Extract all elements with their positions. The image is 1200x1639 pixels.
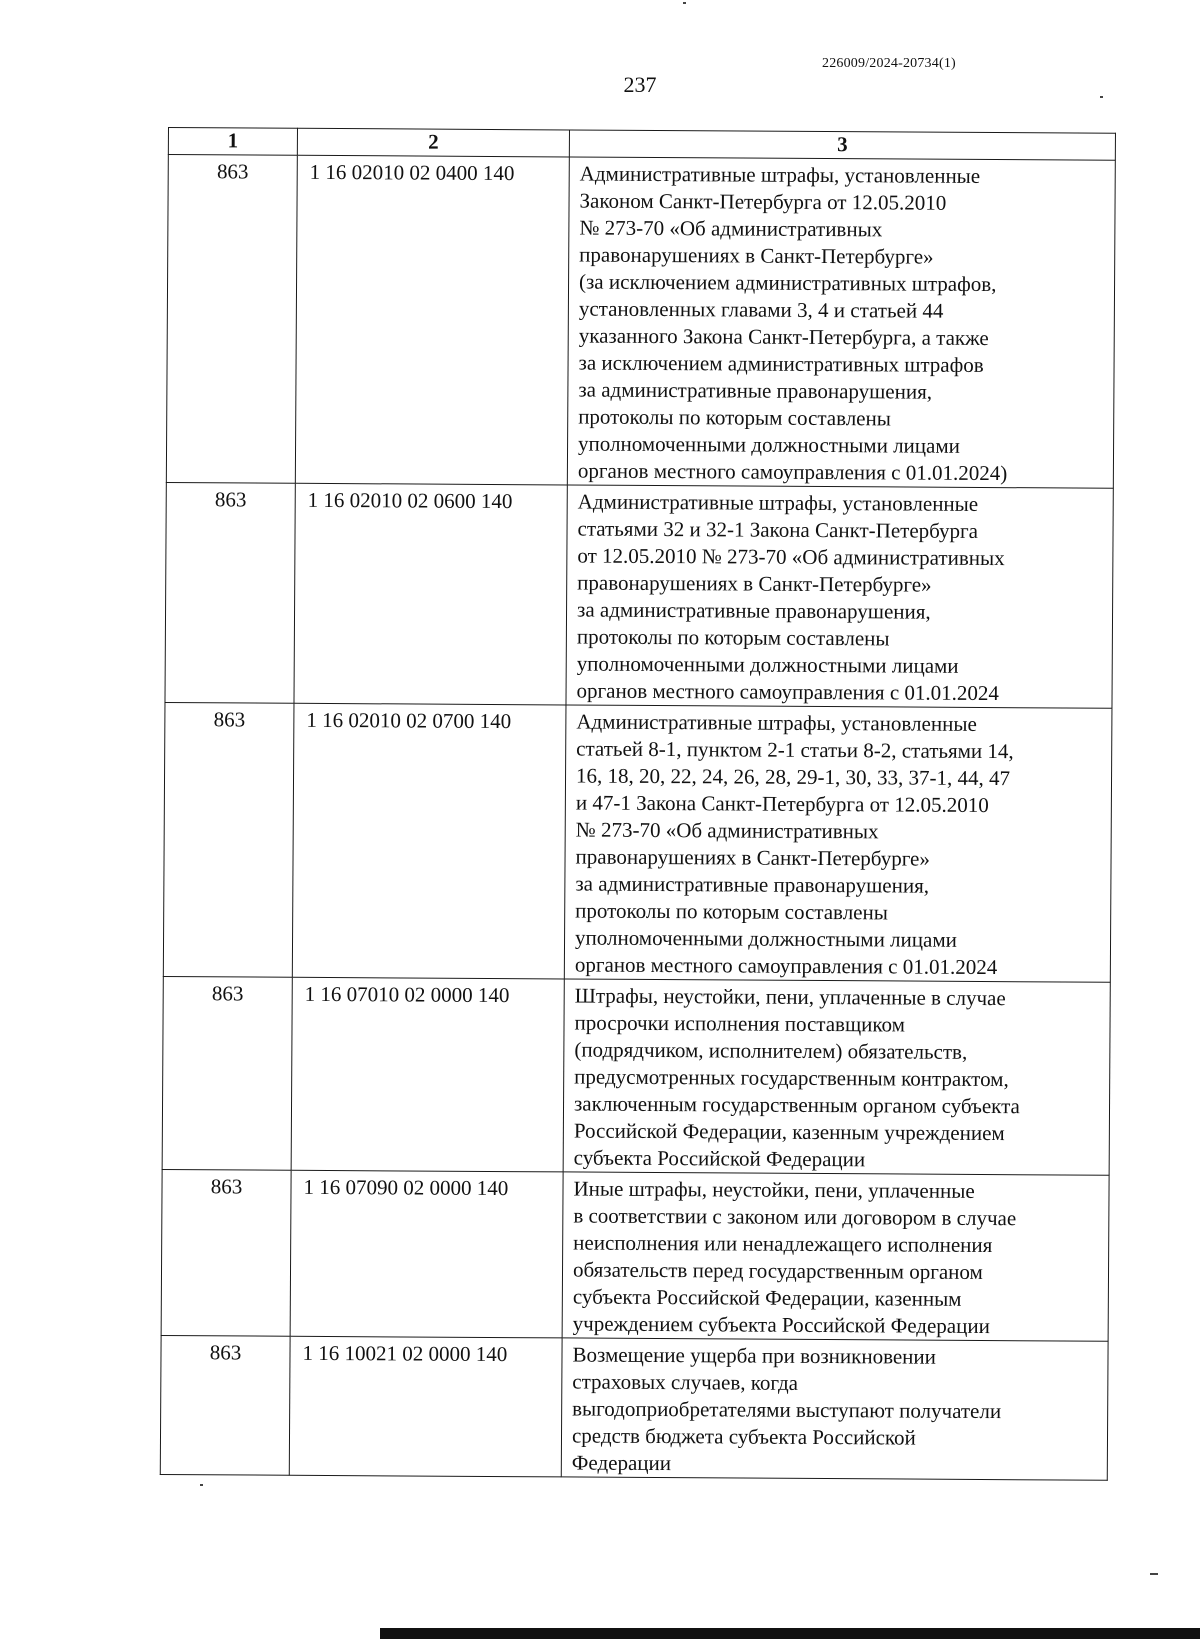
description-line: Федерации <box>571 1450 672 1476</box>
scan-speck <box>1100 96 1103 98</box>
description-line: указанного Закона Санкт-Петербурга, а также <box>578 323 989 351</box>
description-line: за административные правонарушения, <box>576 597 931 624</box>
admin-code-cell: 863 <box>163 702 294 977</box>
table-row <box>162 976 1110 1175</box>
description-line: протоколы по которым составлены <box>578 404 891 431</box>
description-line: за административные правонарушения, <box>575 871 930 898</box>
description-line: Законом Санкт-Петербурга от 12.05.2010 <box>579 188 947 215</box>
description-line: (подрядчиком, исполнителем) обязательств, <box>574 1037 968 1064</box>
budget-classification-code-cell: 1 16 02010 02 0400 140 <box>295 155 569 485</box>
budget-classification-code-cell: 1 16 02010 02 0600 140 <box>294 483 567 705</box>
description-line: правонарушениях в Санкт-Петербурге» <box>579 242 934 269</box>
description-line: правонарушениях в Санкт-Петербурге» <box>577 570 932 597</box>
column-header-1: 1 <box>168 128 297 156</box>
admin-code-cell: 863 <box>162 976 292 1170</box>
budget-classification-code-cell: 1 16 07090 02 0000 140 <box>290 1170 563 1338</box>
table-row <box>166 155 1115 489</box>
description-line: уполномоченными должностными лицами <box>578 431 960 458</box>
scan-speck <box>200 1484 203 1486</box>
description-line: статьями 32 и 32-1 Закона Санкт-Петербурга <box>577 516 979 543</box>
scan-speck <box>1150 1573 1158 1575</box>
description-line: средств бюджета субъекта Российской <box>571 1423 916 1450</box>
description-line: протоколы по которым составлены <box>575 898 888 925</box>
budget-codes-table <box>160 127 1116 1481</box>
description-line: страховых случаев, когда <box>572 1369 799 1395</box>
revenue-description-cell <box>567 157 1115 488</box>
admin-code-cell: 863 <box>160 1335 290 1475</box>
table-row <box>160 1335 1108 1480</box>
description-line: протоколы по которым составлены <box>576 624 890 651</box>
budget-classification-code-cell: 1 16 10021 02 0000 140 <box>289 1336 562 1477</box>
description-line: органов местного самоуправления с 01.01.2024 <box>576 678 1000 706</box>
description-line: обязательств перед государственным органом <box>572 1257 983 1284</box>
description-line: неисполнения или ненадлежащего исполнения <box>573 1230 993 1258</box>
budget-codes-table-container <box>160 127 1115 1481</box>
description-line: правонарушениях в Санкт-Петербурге» <box>575 844 930 871</box>
page-number: 237 <box>623 72 657 97</box>
description-line: за исключением административных штрафов <box>578 350 984 377</box>
document-registration-number: 226009/2024-20734(1) <box>822 56 956 71</box>
description-line: установленных главами 3, 4 и статьей 44 <box>578 296 944 323</box>
description-line: Штрафы, неустойки, пени, уплаченные в случае <box>574 983 1006 1011</box>
description-line: выгодоприобретателями выступают получатели <box>572 1396 1002 1424</box>
description-line: просрочки исполнения поставщиком <box>574 1010 906 1037</box>
description-line: субъекта Российской Федерации, казенным <box>572 1284 962 1311</box>
description-line: субъекта Российской Федерации <box>573 1145 866 1172</box>
table-row <box>165 482 1113 708</box>
table-row <box>163 702 1112 982</box>
table-row <box>161 1169 1109 1341</box>
column-header-3: 3 <box>569 130 1115 160</box>
description-line: в соответствии с законом или договором в случае <box>573 1203 1017 1231</box>
description-line: от 12.05.2010 № 273-70 «Об административных <box>577 543 1005 571</box>
description-line: статьей 8-1, пунктом 2-1 статьи 8-2, статьями 14, <box>576 736 1014 764</box>
description-line: Возмещение ущерба при возникновении <box>572 1342 937 1369</box>
description-line: за административные правонарушения, <box>578 377 933 404</box>
table-body <box>160 155 1115 1481</box>
budget-classification-code-cell: 1 16 02010 02 0700 140 <box>292 703 566 979</box>
description-line: № 273-70 «Об административных <box>579 215 883 242</box>
revenue-description-cell <box>562 1172 1109 1341</box>
description-line: и 47-1 Закона Санкт-Петербурга от 12.05.2010 <box>575 790 989 818</box>
scan-speck <box>683 2 686 4</box>
revenue-description-cell <box>561 1338 1108 1480</box>
admin-code-cell: 863 <box>166 155 297 484</box>
description-line: Административные штрафы, установленные <box>579 161 981 188</box>
revenue-description-cell <box>566 485 1113 708</box>
revenue-description-cell <box>563 979 1110 1175</box>
column-header-2: 2 <box>297 128 569 157</box>
description-line: Иные штрафы, неустойки, пени, уплаченные <box>573 1176 975 1203</box>
revenue-description-cell <box>564 705 1112 982</box>
description-line: органов местного самоуправления с 01.01.2024 <box>574 952 998 980</box>
description-line: Административные штрафы, установленные <box>577 489 979 516</box>
description-line: (за исключением административных штрафов, <box>578 269 997 297</box>
description-line: учреждением субъекта Российской Федерации <box>572 1311 990 1339</box>
description-line: предусмотренных государственным контрактом, <box>574 1064 1009 1092</box>
description-line: уполномоченными должностными лицами <box>574 925 957 952</box>
admin-code-cell: 863 <box>165 482 295 703</box>
description-line: уполномоченными должностными лицами <box>576 651 959 678</box>
description-line: заключенным государственным органом субъекта <box>573 1091 1020 1119</box>
description-line: 16, 18, 20, 22, 24, 26, 28, 29-1, 30, 33, 37-1, 44, 47 <box>575 763 1011 791</box>
description-line: Административные штрафы, установленные <box>576 709 977 736</box>
budget-classification-code-cell: 1 16 07010 02 0000 140 <box>291 977 564 1172</box>
description-line: Российской Федерации, казенным учреждением <box>573 1118 1005 1146</box>
description-line: органов местного самоуправления с 01.01.2024) <box>577 458 1008 486</box>
description-line: № 273-70 «Об административных <box>575 817 879 844</box>
scan-edge-bar <box>380 1628 1200 1639</box>
admin-code-cell: 863 <box>161 1169 291 1336</box>
